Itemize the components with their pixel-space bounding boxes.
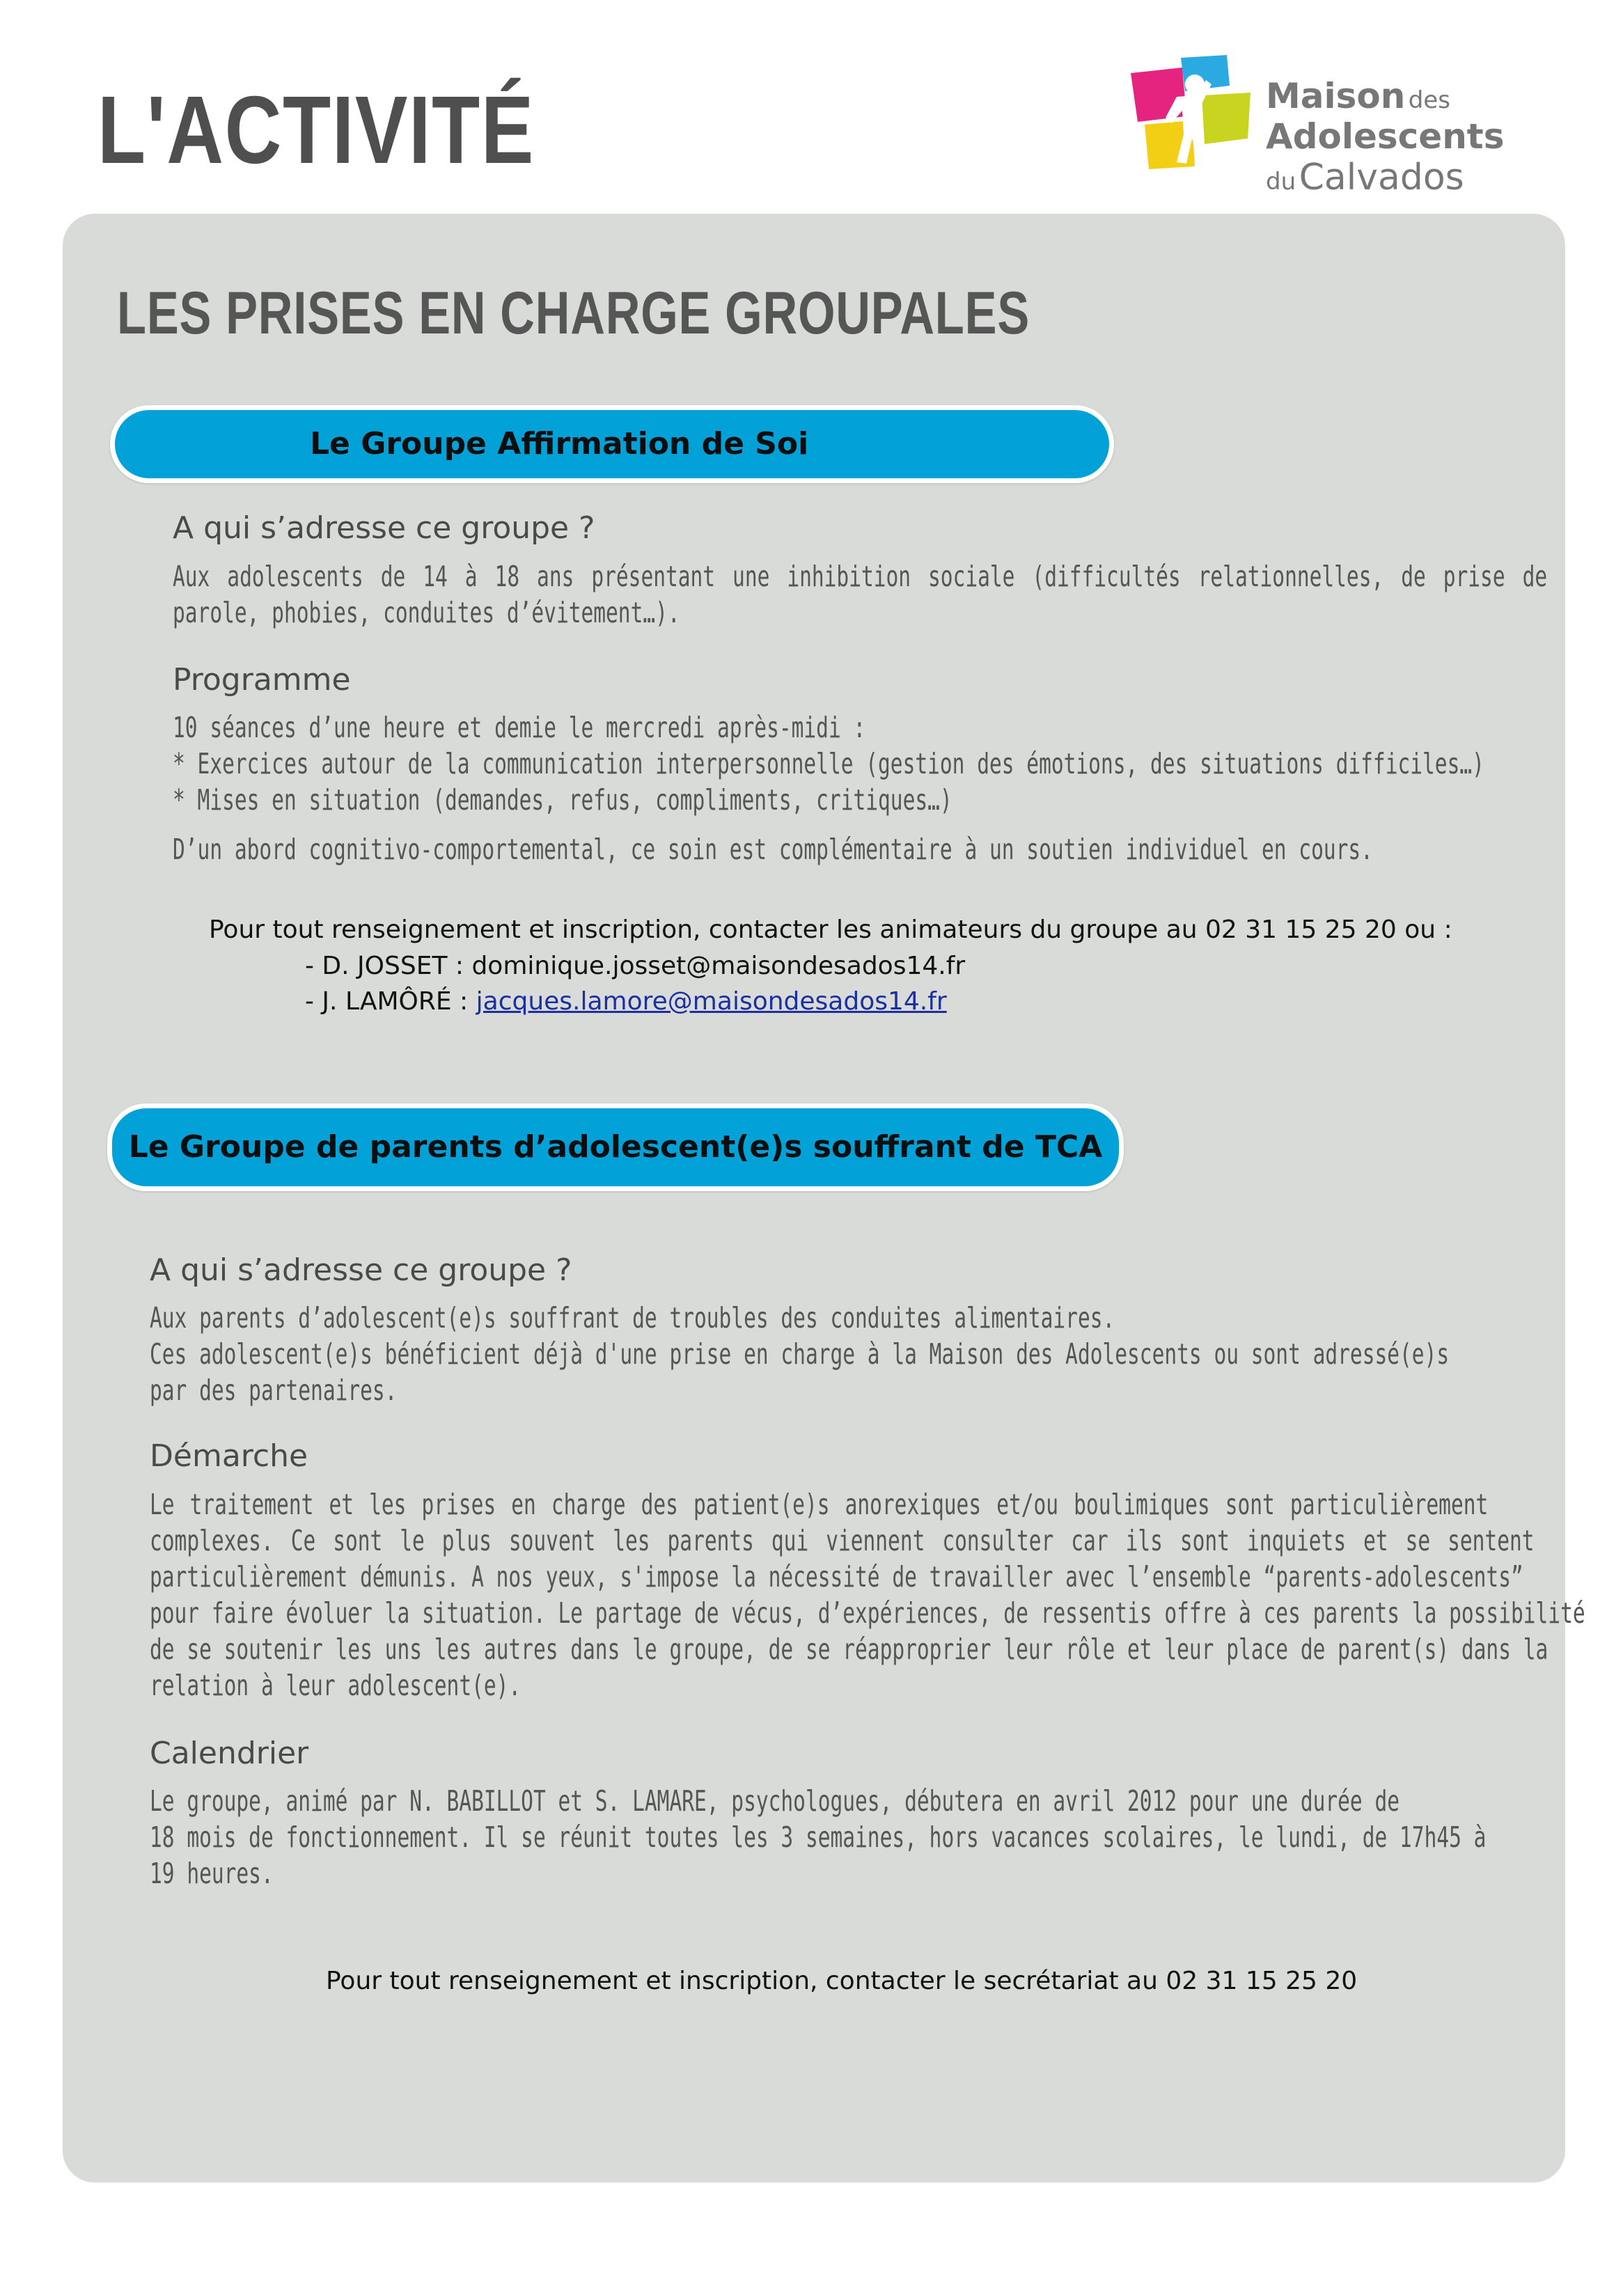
group1-contact-1 [305,948,965,984]
text-line: Le traitement et les prises en charge des patient(e)s anorexiques et/ou boulimiques sont particulièrement [150,1488,1489,1521]
text-line: 19 heures. [150,1857,274,1890]
group1-approach-text [173,831,1373,867]
contact-name: - D. JOSSET : [305,952,472,980]
group1-contact-2 [305,984,947,1020]
group1-title-banner [110,405,1114,483]
group2-audience-heading: A qui s’adresse ce groupe ? [150,1252,572,1288]
organization-logo [1128,52,1518,205]
email-link[interactable]: jacques.lamore@maisondesados14.fr [476,987,947,1016]
text-line: par des partenaires. [150,1374,398,1407]
contact-name: - J. LAMÔRÉ : [305,987,476,1016]
list-item: * Exercices autour de la communication interpersonnelle (gestion des émotions, des situations difficiles…) [173,747,1484,780]
content-panel [63,214,1585,2183]
group2-title: Le Groupe de parents d’adolescent(e)s souffrant de TCA [128,1129,1103,1165]
group1-programme-heading: Programme [173,662,351,698]
text-line: de se soutenir les uns les autres dans le groupe, de se réapproprier leur rôle et leur place de parent(s) dans la [150,1633,1548,1666]
group1-contact-intro: Pour tout renseignement et inscription, contacter les animateurs du groupe au 02 31 15 25 20 ou : [209,915,1452,944]
group1-audience-text [173,558,1547,631]
text-line: 10 séances d’une heure et demie le mercredi après-midi : [173,711,866,744]
logo-word-adolescents: Adolescents [1266,116,1505,157]
group2-approach-text [150,1486,1585,1704]
text-line: 18 mois de fonctionnement. Il se réunit toutes les 3 semaines, hors vacances scolaires, le lundi, de 17h45 à [150,1821,1487,1854]
text-line: Ces adolescent(e)s bénéficient déjà d'une prise en charge à la Maison des Adolescents ou sont adressé(e)s [150,1337,1450,1371]
logo-word-des: des [1408,86,1451,114]
group2-audience-text [150,1300,1449,1408]
group2-calendar-heading: Calendrier [150,1736,309,1771]
group1-audience-heading: A qui s’adresse ce groupe ? [173,510,595,546]
text-line: particulièrement démunis. A nos yeux, s'impose la nécessité de travailler avec l’ensemble “parents-adolescents” [150,1560,1523,1594]
text-line: complexes. Ce sont le plus souvent les parents qui viennent consulter car ils sont inquiets et se sentent [150,1524,1535,1557]
contact-email[interactable]: dominique.josset@maisondesados14.fr [471,952,966,980]
group1-programme-text [173,709,1484,818]
text-line: parole, phobies, conduites d’évitement…). [173,596,680,629]
group2-approach-heading: Démarche [150,1438,308,1474]
group1-title: Le Groupe Affirmation de Soi [310,426,809,462]
logo-word-du: du [1266,168,1296,196]
text-line: Aux parents d’adolescent(e)s souffrant de troubles des conduites alimentaires. [150,1301,1115,1335]
list-item: * Mises en situation (demandes, refus, compliments, critiques…) [173,783,952,817]
group2-calendar-text [150,1783,1486,1892]
logo-word-calvados: Calvados [1299,157,1464,198]
text-line: D’un abord cognitivo-comportemental, ce soin est complémentaire à un soutien individuel en cours. [173,833,1373,866]
logo-word-maison: Maison [1266,76,1406,116]
group2-contact-line: Pour tout renseignement et inscription, contacter le secrétariat au 02 31 15 25 20 [326,1967,1358,1995]
page-title: L'ACTIVITÉ [97,77,535,184]
logo-figure-icon [1128,52,1253,171]
text-line: Le groupe, animé par N. BABILLOT et S. LAMARE, psychologues, débutera en avril 2012 pour une durée de [150,1784,1400,1818]
text-line: pour faire évoluer la situation. Le partage de vécus, d’expériences, de ressentis offre à ces parents la possibilité [150,1596,1585,1630]
section-heading: LES PRISES EN CHARGE GROUPALES [117,280,1030,347]
text-line: Aux adolescents de 14 à 18 ans présentant une inhibition sociale (difficultés relationnelles, de prise de [173,560,1548,593]
group2-title-banner [107,1103,1124,1191]
text-line: relation à leur adolescent(e). [150,1669,522,1702]
